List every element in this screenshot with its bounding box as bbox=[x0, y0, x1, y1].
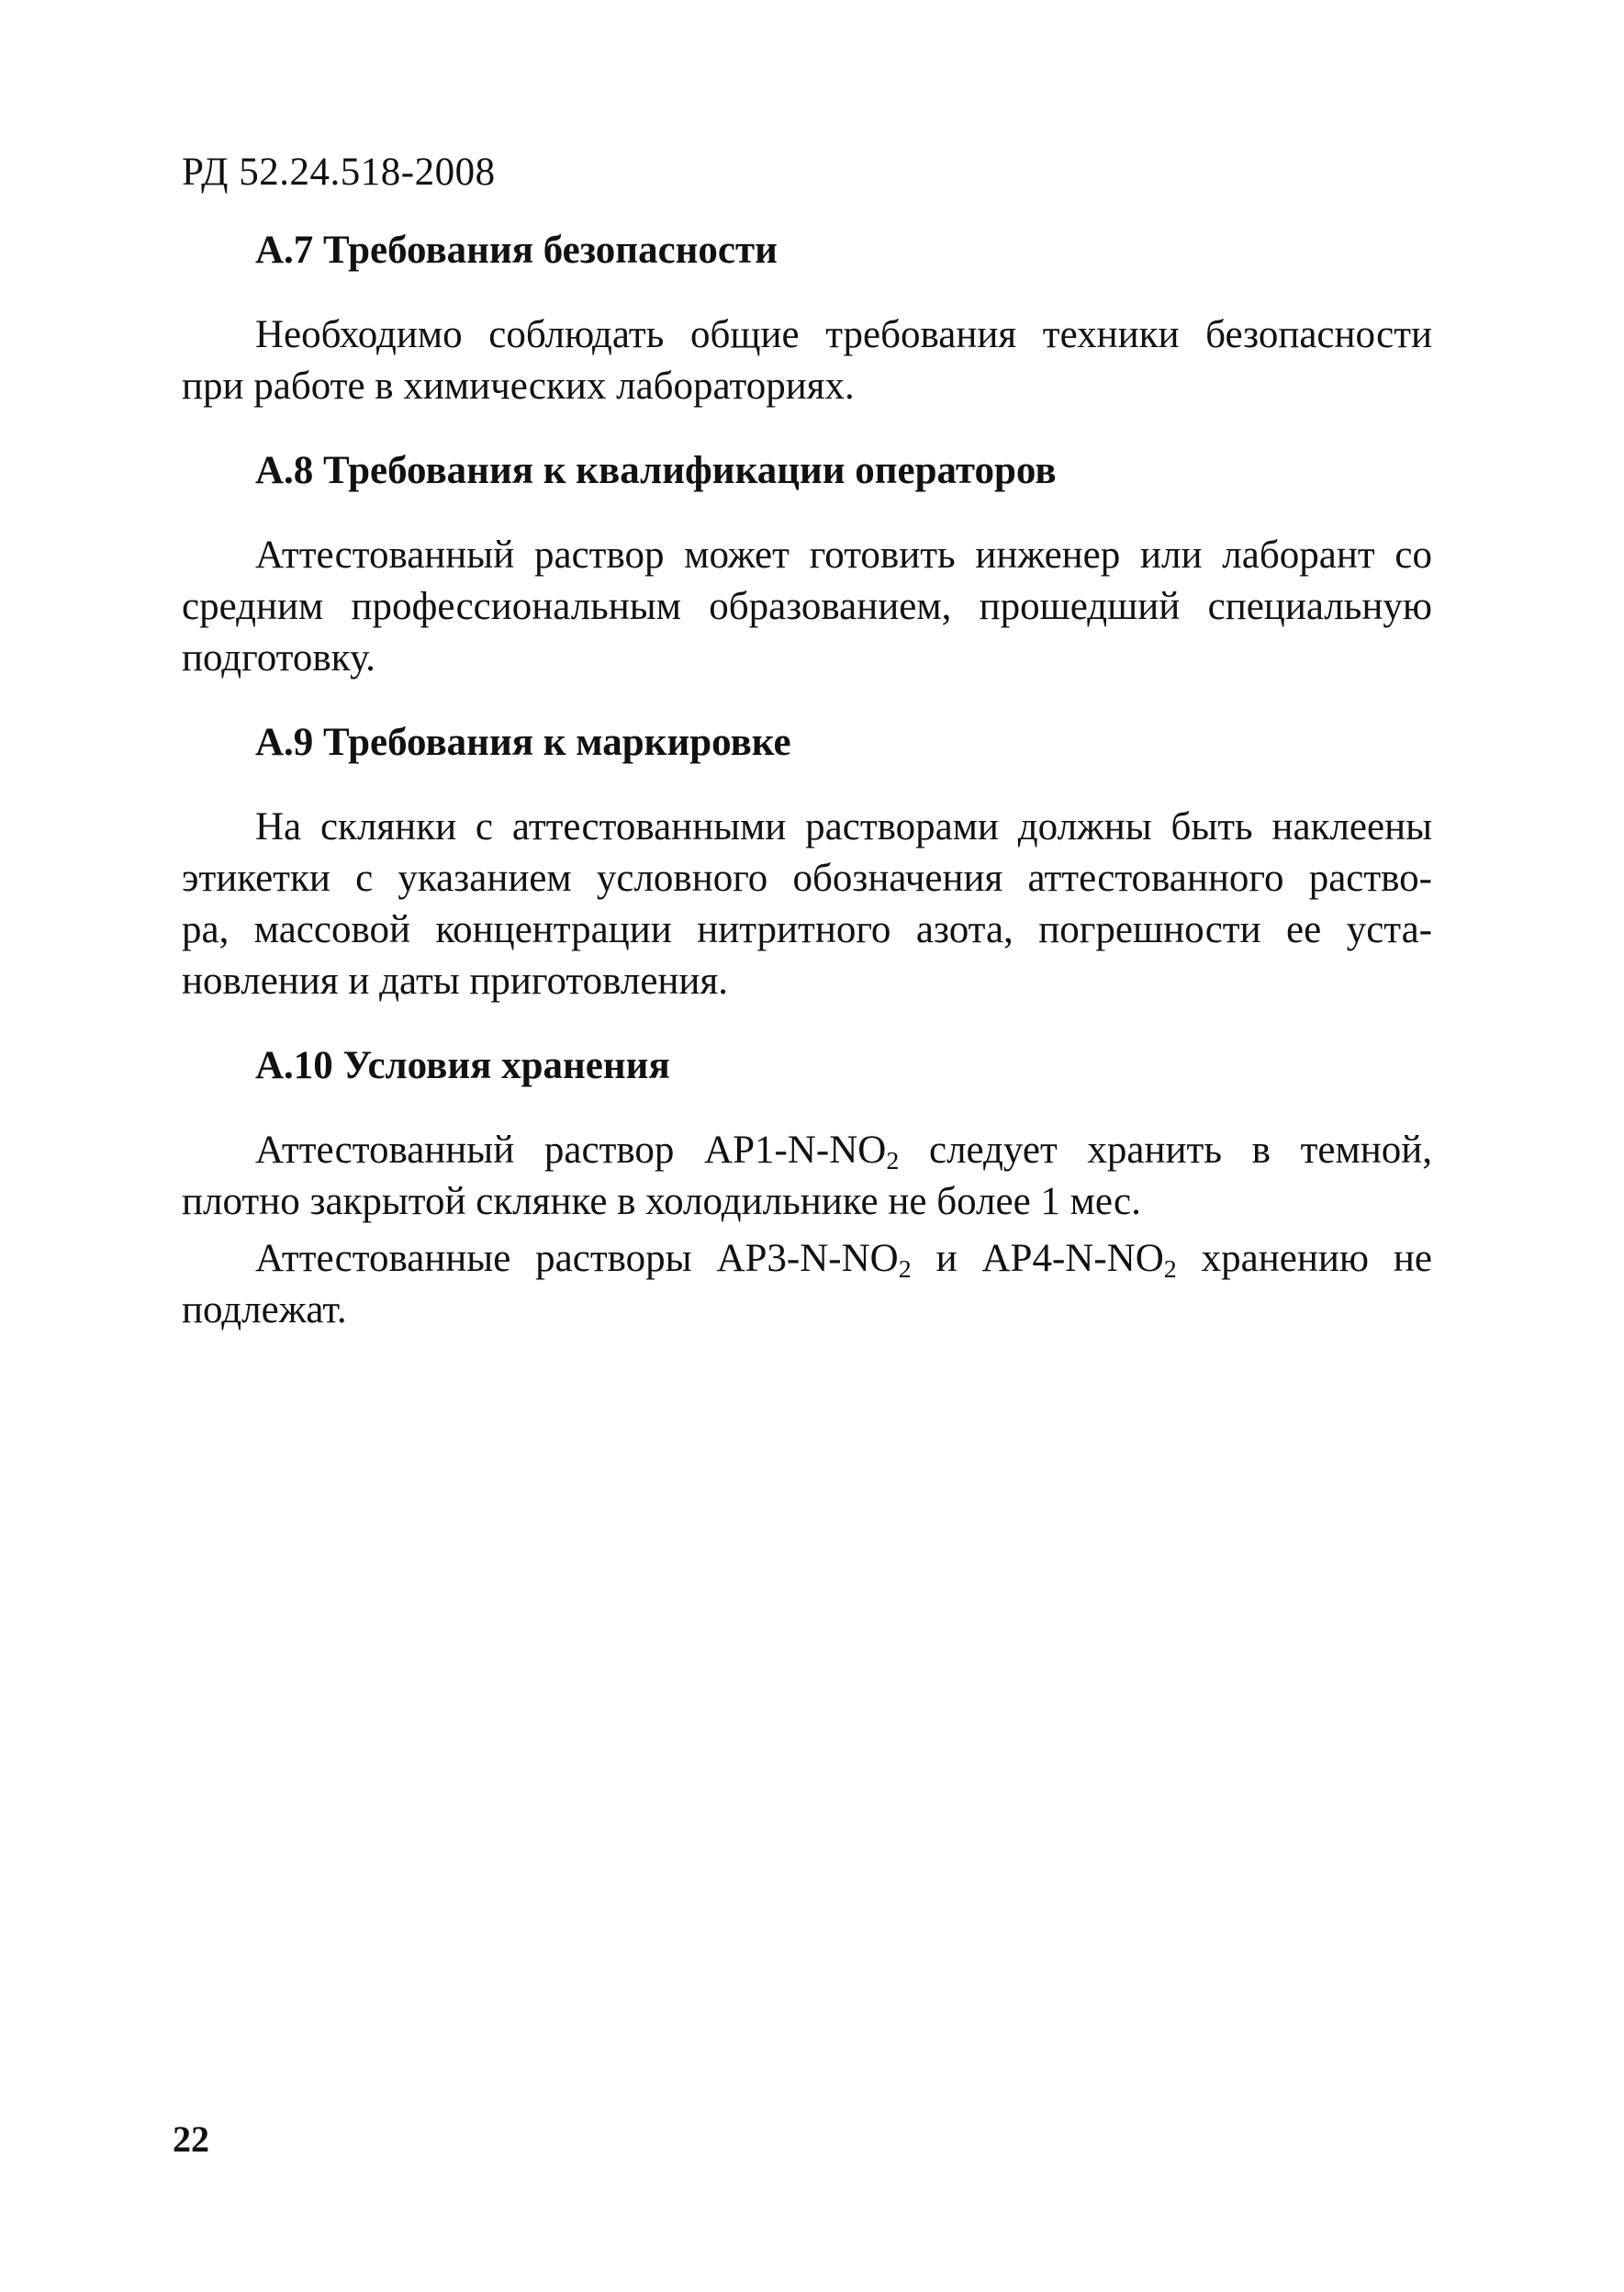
paragraph-line: На склянки с аттестованными растворами должны быть наклеены bbox=[255, 805, 1432, 848]
section-a9-paragraph bbox=[182, 802, 1432, 1007]
section-a7-paragraph bbox=[182, 309, 1432, 412]
paragraph-line: при работе в химических лабораториях. bbox=[182, 365, 855, 408]
paragraph-line: ра, массовой концентрации нитритного азота, погрешности ее уста- bbox=[182, 908, 1432, 951]
paragraph-line: плотно закрытой склянке в холодильнике не более 1 мес. bbox=[182, 1180, 1141, 1223]
section-a10-paragraph-2 bbox=[182, 1233, 1432, 1336]
page-number: 22 bbox=[173, 2118, 209, 2160]
paragraph-line: Аттестованный раствор $АР1-N-NO_2$ следует хранить в темной, bbox=[255, 1129, 1432, 1175]
section-a8-paragraph bbox=[182, 530, 1432, 684]
paragraph-line: этикетки с указанием условного обозначения аттестованного раство- bbox=[182, 857, 1432, 900]
paragraph-line: подлежат. bbox=[182, 1288, 347, 1331]
paragraph-line: Аттестованные растворы $АР3-N-NO_2$ и $АР4-N-NO_2$ хранению не bbox=[255, 1237, 1432, 1284]
section-heading-a10: А.10 Условия хранения bbox=[255, 1044, 670, 1087]
paragraph-line: новления и даты приготовления. bbox=[182, 960, 728, 1003]
paragraph-line: средним профессиональным образованием, прошедший специальную bbox=[182, 585, 1432, 628]
document-body bbox=[182, 225, 1432, 1336]
section-heading-a8: А.8 Требования к квалификации операторов bbox=[255, 449, 1057, 492]
section-heading-a9: А.9 Требования к маркировке bbox=[255, 721, 791, 764]
section-heading-a7: А.7 Требования безопасности bbox=[255, 229, 778, 272]
section-a10-paragraph-1 bbox=[182, 1125, 1432, 1228]
paragraph-line: подготовку. bbox=[182, 636, 375, 680]
paragraph-line: Необходимо соблюдать общие требования техники безопасности bbox=[255, 313, 1432, 356]
paragraph-line: Аттестованный раствор может готовить инженер или лаборант со bbox=[255, 534, 1432, 577]
document-code-header: РД 52.24.518-2008 bbox=[182, 151, 496, 194]
